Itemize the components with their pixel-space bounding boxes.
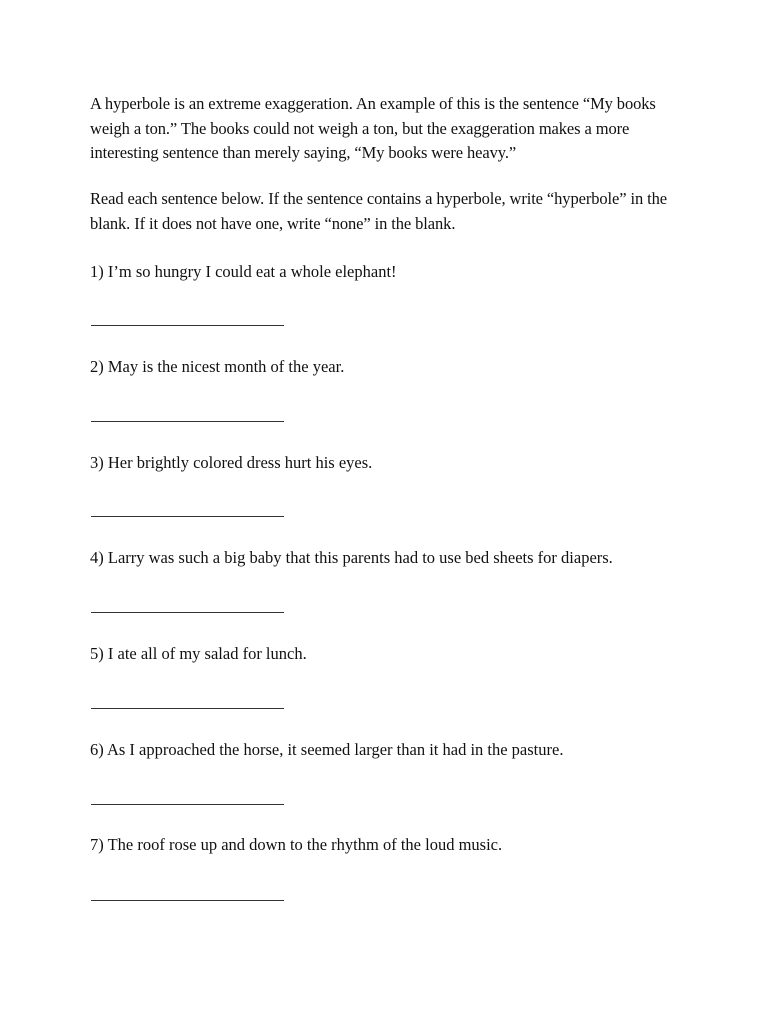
answer-blank-2[interactable] [91, 421, 284, 422]
question-3: 3) Her brightly colored dress hurt his eyes. [90, 453, 373, 472]
definition-paragraph: A hyperbole is an extreme exaggeration. An example of this is the sentence “My books weigh a ton.” The books could not weigh a ton, but the exaggeration makes a more interesting sentence than merely saying, “My books were heavy.” [90, 94, 656, 162]
answer-blank-7[interactable] [91, 900, 284, 901]
instructions-paragraph: Read each sentence below. If the sentence contains a hyperbole, write “hyperbole” in the blank. If it does not have one, write “none” in the blank. [90, 189, 667, 233]
answer-blank-1[interactable] [91, 325, 284, 326]
question-1: 1) I’m so hungry I could eat a whole elephant! [90, 262, 397, 281]
question-6: 6) As I approached the horse, it seemed larger than it had in the pasture. [90, 740, 564, 759]
question-4: 4) Larry was such a big baby that this parents had to use bed sheets for diapers. [90, 548, 613, 567]
question-5: 5) I ate all of my salad for lunch. [90, 644, 307, 663]
question-2: 2) May is the nicest month of the year. [90, 357, 345, 376]
answer-blank-4[interactable] [91, 612, 284, 613]
question-7: 7) The roof rose up and down to the rhythm of the loud music. [90, 835, 503, 854]
answer-blank-5[interactable] [91, 708, 284, 709]
answer-blank-6[interactable] [91, 804, 284, 805]
answer-blank-3[interactable] [91, 516, 284, 517]
